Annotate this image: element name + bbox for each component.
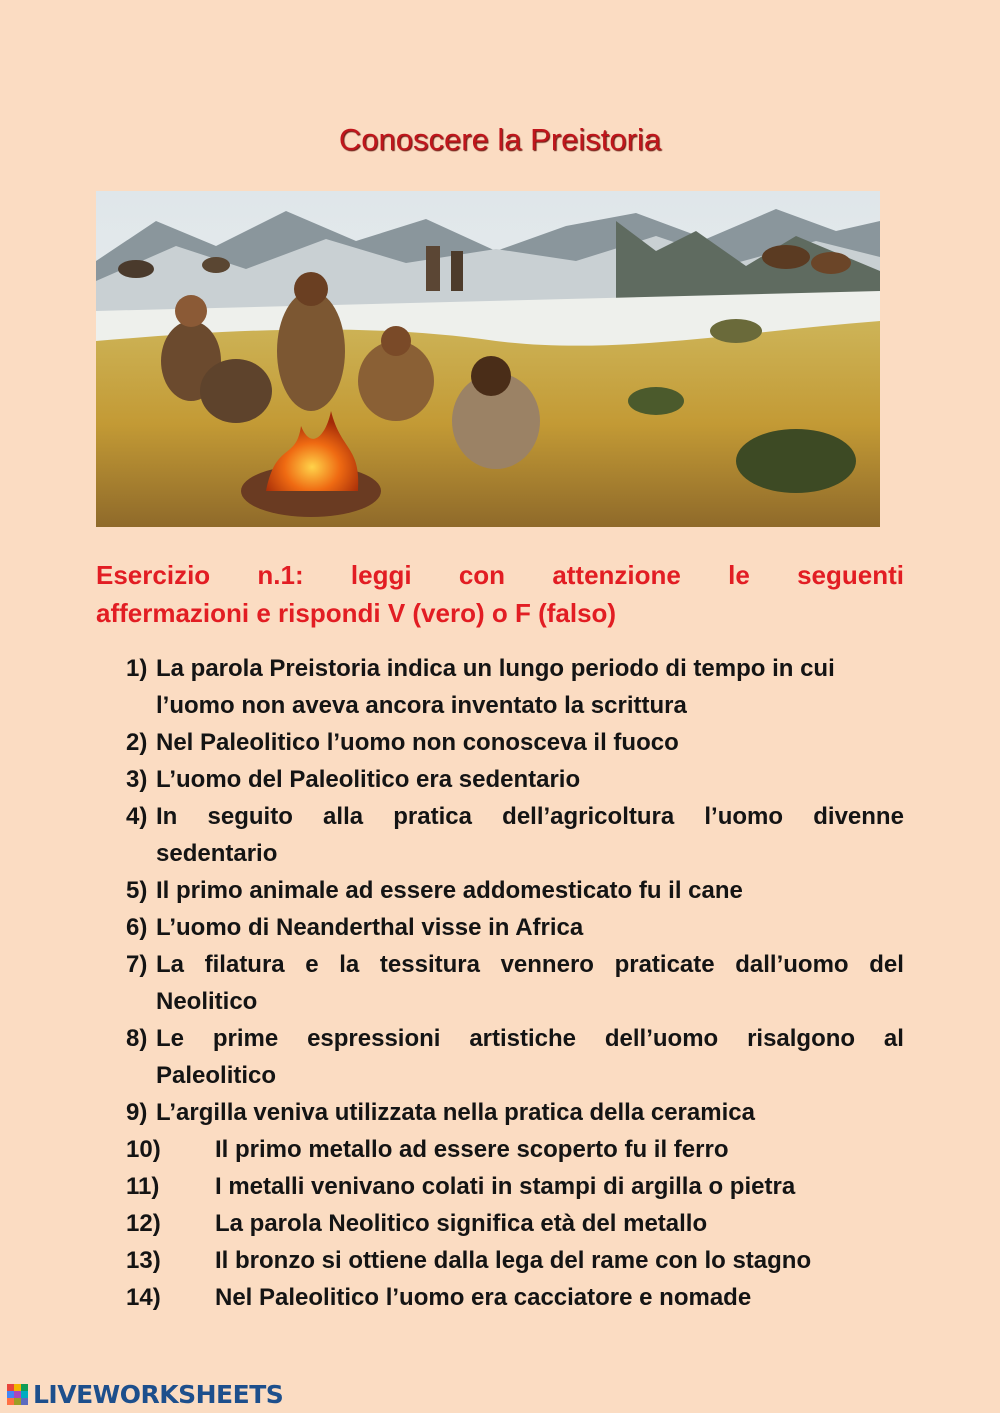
statement-word: La: [156, 951, 185, 978]
statement-line: La parola Preistoria indica un lungo periodo di tempo in cui: [156, 655, 835, 682]
statement-line: [156, 798, 904, 835]
heading-word: leggi: [350, 560, 412, 590]
statement-number: 7): [126, 951, 148, 978]
statement-item: [126, 909, 904, 946]
statement-word: del: [869, 951, 904, 978]
statement-word: artistiche: [469, 1025, 577, 1052]
statement-number: 1): [126, 655, 148, 682]
heading-word: con: [458, 560, 506, 590]
heading-word: seguenti: [797, 560, 904, 590]
brand-name: LIVEWORKSHEETS: [33, 1380, 284, 1409]
statement-item: [126, 1020, 904, 1094]
statement-line: sedentario: [156, 840, 278, 867]
statement-item: [126, 1131, 904, 1168]
statement-list: [126, 650, 904, 1316]
footer-brand: [6, 1380, 283, 1409]
statement-item: [126, 1242, 904, 1279]
statement-word: divenne: [813, 803, 904, 830]
statement-word: risalgono: [747, 1025, 856, 1052]
exercise-heading-line2: affermazioni e rispondi V (vero) o F (falso): [96, 598, 617, 628]
statement-number: 11): [126, 1173, 160, 1200]
statement-line: Il primo metallo ad essere scoperto fu il ferro: [215, 1136, 729, 1163]
statement-line: L’uomo di Neanderthal visse in Africa: [156, 914, 584, 941]
statement-number: 4): [126, 803, 148, 830]
statement-line: Il primo animale ad essere addomesticato fu il cane: [156, 877, 743, 904]
statement-word: la: [339, 951, 360, 978]
statement-word: tessitura: [379, 951, 480, 978]
statement-line: Nel Paleolitico l’uomo era cacciatore e nomade: [215, 1284, 752, 1311]
statement-item: [126, 872, 904, 909]
statement-word: prime: [212, 1025, 279, 1052]
page-title: Conoscere la Preistoria: [338, 122, 662, 157]
statement-word: vennero: [500, 951, 594, 978]
statement-item: [126, 946, 904, 1020]
statement-number: 6): [126, 914, 148, 941]
statement-item: [126, 1279, 904, 1316]
statement-number: 5): [126, 877, 148, 904]
statement-line: Paleolitico: [156, 1062, 277, 1089]
prehistoric-scene-illustration: [96, 191, 880, 527]
liveworksheets-logo-icon: [6, 1382, 30, 1408]
statement-line: I metalli venivano colati in stampi di argilla o pietra: [215, 1173, 796, 1200]
statement-line: [156, 1020, 904, 1057]
statement-number: 3): [126, 766, 148, 793]
statement-word: l’uomo: [704, 803, 784, 830]
statement-item: [126, 1168, 904, 1205]
statement-number: 8): [126, 1025, 148, 1052]
statement-line: L’argilla veniva utilizzata nella pratica della ceramica: [156, 1099, 755, 1126]
statement-item: [126, 724, 904, 761]
exercise-heading: [96, 556, 904, 632]
statement-item: [126, 761, 904, 798]
heading-word: Esercizio: [96, 560, 211, 590]
statement-word: dell’agricoltura: [502, 803, 675, 830]
statement-word: seguito: [207, 803, 293, 830]
statement-number: 12): [126, 1210, 161, 1237]
exercise-heading-line1: [96, 556, 904, 594]
statement-number: 13): [126, 1247, 161, 1274]
statement-word: al: [883, 1025, 904, 1052]
statement-item: [126, 1205, 904, 1242]
statement-word: dall’uomo: [735, 951, 849, 978]
statement-word: praticate: [614, 951, 715, 978]
statement-number: 14): [126, 1284, 161, 1311]
statement-line: Nel Paleolitico l’uomo non conosceva il fuoco: [156, 729, 679, 756]
statement-number: 2): [126, 729, 148, 756]
statement-word: filatura: [204, 951, 285, 978]
statement-item: [126, 1094, 904, 1131]
statement-item: [126, 798, 904, 872]
heading-word: le: [728, 560, 750, 590]
statement-line: L’uomo del Paleolitico era sedentario: [156, 766, 581, 793]
statement-word: pratica: [393, 803, 472, 830]
statement-word: dell’uomo: [604, 1025, 719, 1052]
statement-line: [156, 946, 904, 983]
statement-line: La parola Neolitico significa età del metallo: [215, 1210, 708, 1237]
statement-word: e: [305, 951, 319, 978]
statement-word: In: [156, 803, 178, 830]
statement-number: 10): [126, 1136, 161, 1163]
statement-number: 9): [126, 1099, 148, 1126]
statement-word: espressioni: [307, 1025, 441, 1052]
statement-item: [126, 650, 904, 724]
statement-word: Le: [156, 1025, 185, 1052]
statement-text: [156, 650, 904, 687]
statement-line: Neolitico: [156, 988, 258, 1015]
heading-word: n.1:: [257, 560, 304, 590]
statement-word: alla: [323, 803, 364, 830]
statement-line: l’uomo non aveva ancora inventato la scrittura: [156, 692, 687, 719]
heading-word: attenzione: [552, 560, 681, 590]
statement-line: Il bronzo si ottiene dalla lega del rame con lo stagno: [215, 1247, 812, 1274]
